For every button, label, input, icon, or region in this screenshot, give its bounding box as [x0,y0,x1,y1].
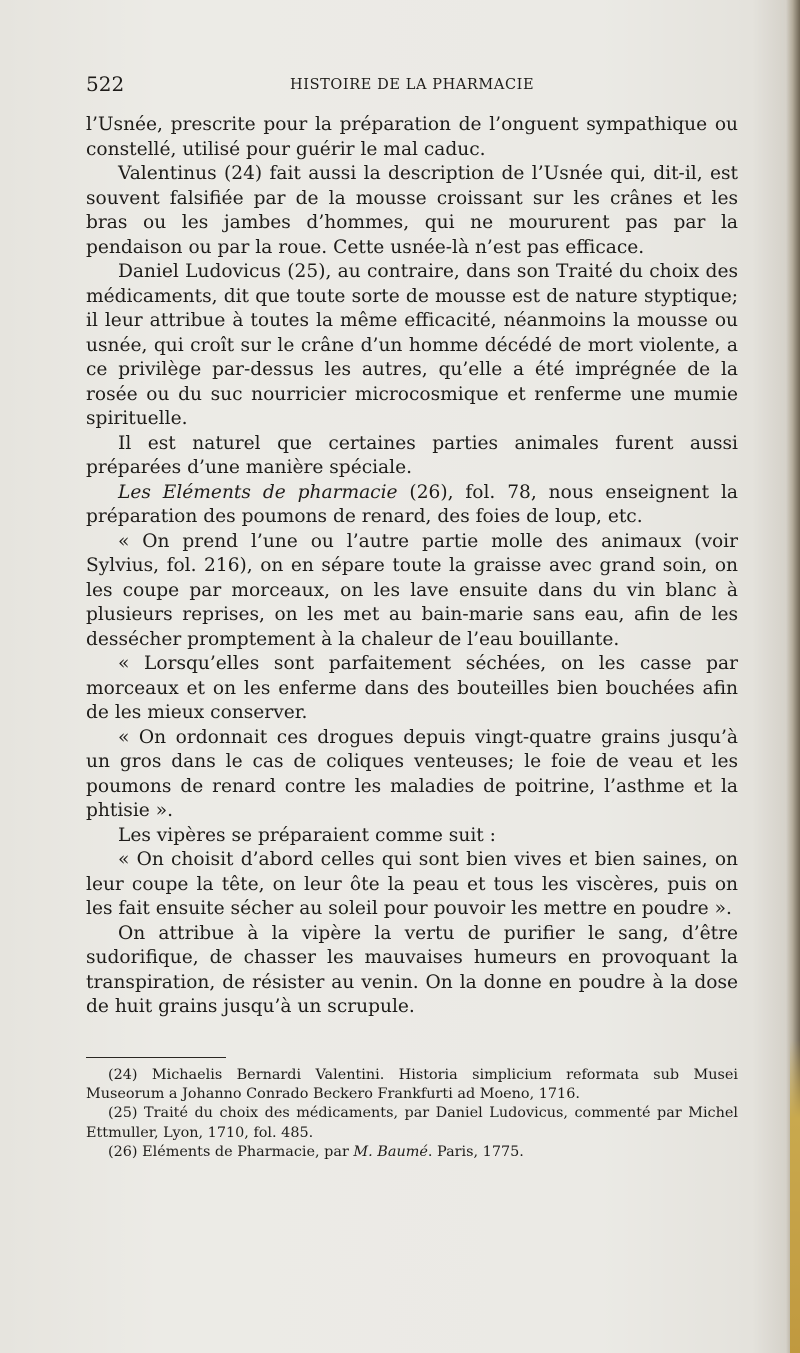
paragraph: « Lorsqu’elles sont parfaitement séchées, on les casse par morceaux et on les enferme dans des bouteilles bien bouchées afin de les mieux conserver. [86,653,738,723]
footnote-text: . Paris, 1775. [427,1143,524,1160]
paragraph: Il est naturel que certaines parties animales furent aussi préparées d’une manière spéciale. [86,432,738,478]
footnote-rule [86,1057,226,1058]
footnotes [86,1066,738,1162]
book-title: Les Eléments de pharmacie [118,481,398,503]
footnote-text: (26) Eléments de Pharmacie, par [108,1143,354,1160]
author-name: M. Baumé [353,1143,428,1160]
footnote-24: (24) Michaelis Bernardi Valentini. Historia simplicium reformata sub Musei Museorum a Johanno Conrado Beckero Frankfurti ad Moeno, 1716. [86,1067,738,1103]
paragraph: On attribue à la vipère la vertu de purifier le sang, d’être sudorifique, de chasser les mauvaises humeurs en provoquant la transpiration, de résister au venin. On la donne en poudre à la dose de huit grains jusqu’à un scrupule. [86,922,738,1017]
page-edge-band [790,1040,800,1353]
paragraph: Valentinus (24) fait aussi la description de l’Usnée qui, dit-il, est souvent falsifiée par de la mousse croissant sur les crânes et les bras ou les jambes d’hommes, qui ne moururent pas par la pendaison ou par la roue. Cette usnée-là n’est pas efficace. [86,163,738,258]
footnote-26 [86,1143,738,1162]
body-text [86,113,738,1020]
footnote-25: (25) Traité du choix des médicaments, par Daniel Ludovicus, commenté par Michel Ettmuller, Lyon, 1710, fol. 485. [86,1105,738,1141]
paragraph-text: (26), fol. 78, nous enseignent la préparation des poumons de renard, des foies de loup, etc. [86,481,738,527]
paragraph: Les vipères se préparaient comme suit : [118,824,496,846]
paragraph: Daniel Ludovicus (25), au contraire, dans son Traité du choix des médicaments, dit que toute sorte de mousse est de nature styptique; il leur attribue à toutes la même efficacité, néanmoins la mousse ou usnée, qui croît sur le crâne d’un homme décédé de mort violente, a ce privilège par-dessus les autres, qu’elle a été imprégnée de la rosée ou du suc nourricier microcosmique et renferme une mumie spirituelle. [86,261,738,429]
page-number: 522 [86,72,125,96]
paragraph: « On prend l’une ou l’autre partie molle des animaux (voir Sylvius, fol. 216), on en sépare toute la graisse avec grand soin, on les coupe par morceaux, on les lave ensuite dans du vin blanc à plusieurs reprises, on les met au bain-marie sans eau, afin de les dessécher promptement à la chaleur de l’eau bouillante. [86,530,738,650]
paragraph [86,481,738,530]
page-header [86,72,736,98]
paragraph: « On ordonnait ces drogues depuis vingt-quatre grains jusqu’à un gros dans le cas de coliques venteuses; le foie de veau et les poumons de renard contre les maladies de poitrine, l’asthme et la phtisie ». [86,726,738,821]
paragraph: « On choisit d’abord celles qui sont bien vives et bien saines, on leur coupe la tête, on leur ôte la peau et tous les viscères, puis on les fait ensuite sécher au soleil pour pouvoir les mettre en poudre ». [86,849,738,919]
paragraph: l’Usnée, prescrite pour la préparation de l’onguent sympathique ou constellé, utilisé pour guérir le mal caduc. [86,114,738,160]
running-title: HISTOIRE DE LA PHARMACIE [290,77,535,93]
